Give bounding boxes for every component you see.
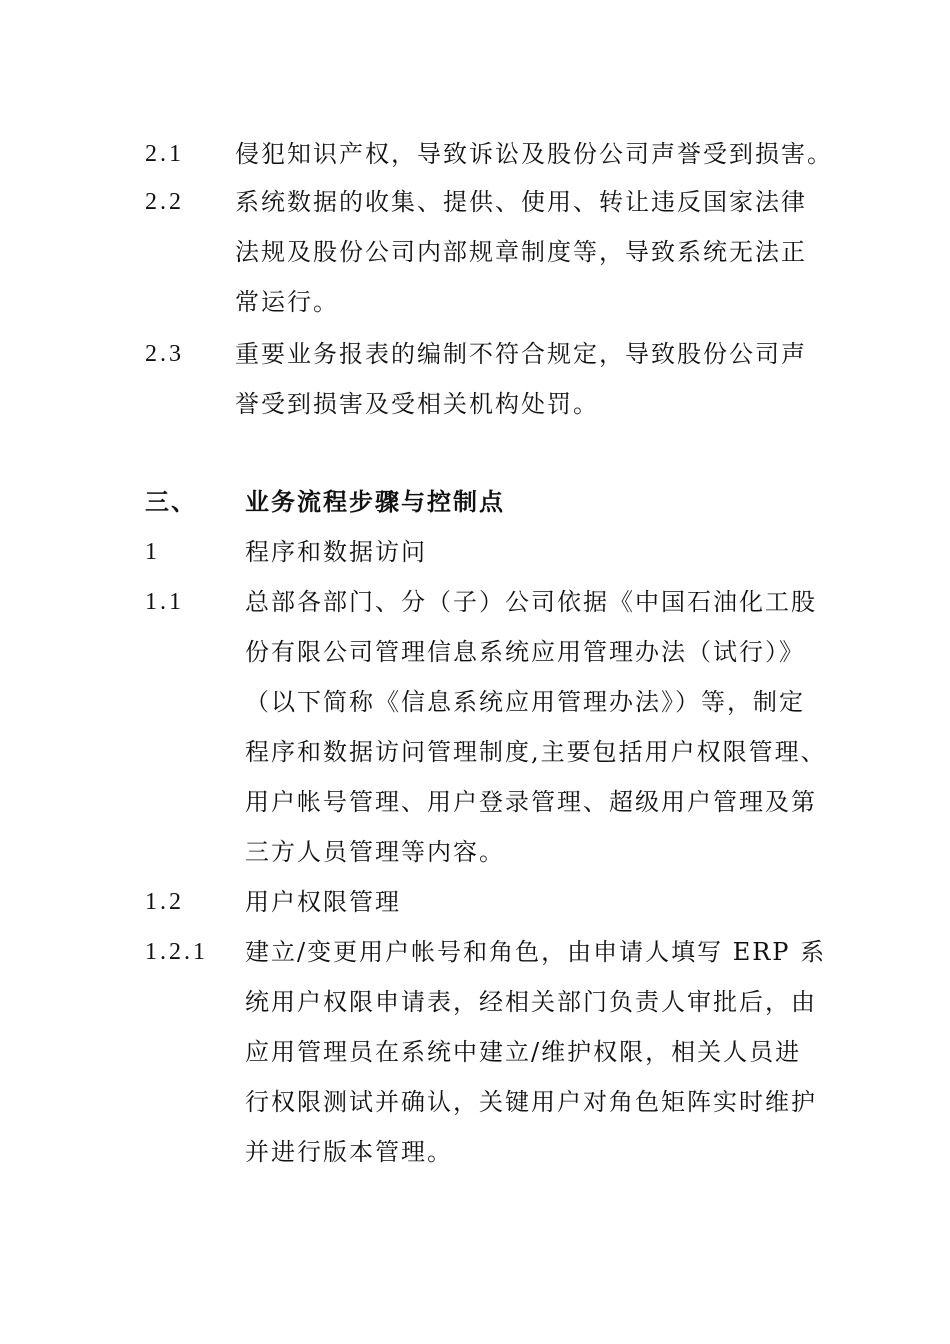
item-text: 并进行版本管理。 — [245, 1138, 453, 1166]
item-text: 重要业务报表的编制不符合规定，导致股份公司声 — [235, 340, 807, 368]
item-text: 誉受到损害及受相关机构处罚。 — [235, 390, 599, 418]
section-number: 三、 — [145, 487, 197, 516]
item-text: 用户权限管理 — [245, 888, 401, 916]
item-text: 建立/变更用户帐号和角色，由申请人填写 ERP 系 — [245, 938, 827, 966]
item-text: 程序和数据访问 — [245, 538, 427, 566]
item-number: 2.1 — [145, 141, 184, 167]
item-text: 份有限公司管理信息系统应用管理办法（试行）》 — [245, 638, 805, 666]
item-text: 系统数据的收集、提供、使用、转让违反国家法律 — [235, 188, 807, 216]
item-text: 侵犯知识产权，导致诉讼及股份公司声誉受到损害。 — [235, 140, 833, 168]
item-text: 用户帐号管理、用户登录管理、超级用户管理及第 — [245, 788, 817, 816]
item-text: 常运行。 — [235, 288, 339, 316]
item-text: 行权限测试并确认，关键用户对角色矩阵实时维护 — [245, 1088, 817, 1116]
item-number: 1.2.1 — [145, 939, 208, 965]
item-text: 法规及股份公司内部规章制度等，导致系统无法正 — [235, 238, 807, 266]
item-number: 1 — [145, 539, 160, 565]
section-title: 业务流程步骤与控制点 — [245, 487, 505, 516]
item-text: （以下简称《信息系统应用管理办法》）等，制定 — [245, 688, 805, 716]
item-text: 总部各部门、分（子）公司依据《中国石油化工股 — [245, 588, 817, 616]
item-number: 2.2 — [145, 189, 184, 215]
item-text: 程序和数据访问管理制度,主要包括用户权限管理、 — [245, 738, 827, 766]
item-text: 应用管理员在系统中建立/维护权限，相关人员进 — [245, 1038, 802, 1066]
item-number: 1.2 — [145, 889, 184, 915]
item-number: 2.3 — [145, 341, 184, 367]
item-text: 统用户权限申请表，经相关部门负责人审批后，由 — [245, 988, 817, 1016]
item-text: 三方人员管理等内容。 — [245, 838, 505, 866]
item-number: 1.1 — [145, 589, 184, 615]
